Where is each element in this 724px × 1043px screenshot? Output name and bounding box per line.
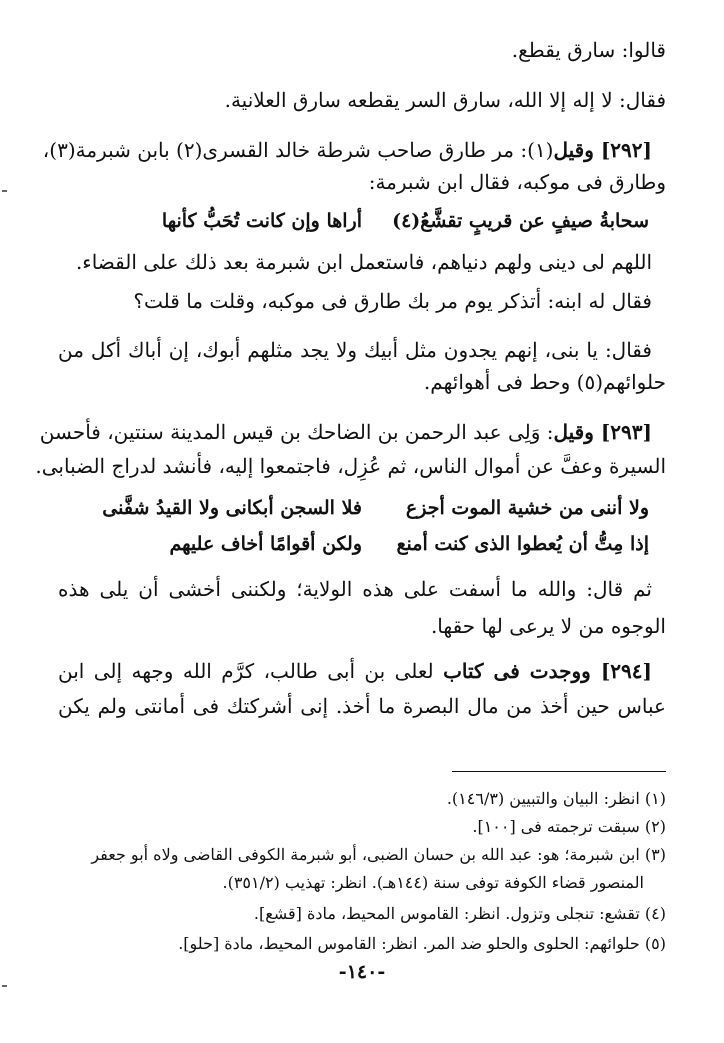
body-line: فقال: لا إله إلا الله، سارق السر يقطعه سارق العلانية.	[224, 88, 666, 112]
footnote-continuation: المنصور قضاء الكوفة توفى سنة (١٤٤هـ). انظر: تهذيب (٣٥١/٢).	[222, 873, 644, 892]
body-line: ثم قال: والله ما أسفت على هذه الولاية؛ ولكننى أخشى أن يلى هذه	[58, 577, 652, 601]
poem-hemistich-second: إذا مِتُّ أن يُعطوا الذى كنت أمنع	[396, 533, 649, 555]
footnote: (٤) تقشع: تنجلى وتزول. انظر: القاموس المحيط، مادة [قشع].	[253, 904, 666, 923]
body-line	[39, 418, 652, 446]
poem-hemistich-second: سحابةُ صيفٍ عن قريبٍ تقشَّعُ(٤)	[392, 210, 649, 232]
body-line: وطارق فى موكبه، فقال ابن شبرمة:	[368, 170, 666, 194]
section-lead: [٢٩٤] ووجدت فى كتاب	[443, 659, 652, 683]
scan-mark	[2, 190, 7, 192]
body-line: قالوا: سارق يقطع.	[511, 38, 666, 62]
poem-hemistich-second: ولا أننى من خشية الموت أجزع	[405, 497, 649, 519]
footnote: (٢) سبقت ترجمته فى [١٠٠].	[472, 817, 666, 836]
body-line: اللهم لى دينى ولهم دنياهم، فاستعمل ابن شبرمة بعد ذلك على القضاء.	[75, 250, 652, 274]
section-lead: [٢٩٢] وقيل	[553, 138, 652, 162]
body-line	[42, 136, 652, 164]
footnote: (١) انظر: البيان والتبيين (١٤٦/٣).	[446, 789, 666, 808]
section-lead: [٢٩٣] وقيل	[553, 420, 652, 444]
poem-hemistich-first: ولكن أقوامًا أخاف عليهم	[169, 533, 362, 555]
body-line	[58, 657, 652, 685]
body-line: حلوائهم(٥) وحط فى أهوائهم.	[423, 370, 666, 394]
body-text: (١): مر طارق صاحب شرطة خالد القسرى(٢) بابن شبرمة(٣)،	[42, 138, 554, 162]
body-line: فقال له ابنه: أتذكر يوم مر بك طارق فى موكبه، وقلت ما قلت؟	[133, 289, 652, 313]
footnote: (٣) ابن شبرمة؛ هو: عبد الله بن حسان الضبى، أبو شبرمة الكوفى القاضى ولاه أبو جعفر	[91, 845, 666, 864]
footnote-separator	[452, 771, 666, 772]
body-text: لعلى بن أبى طالب، كرَّم الله وجهه إلى ابن	[58, 659, 444, 683]
poem-hemistich-first: أراها وإن كانت تُحَبُّ كأنها	[161, 210, 362, 232]
body-text: : وَلِى عبد الرحمن بن الضاحك بن قيس المدينة سنتين، فأحسن	[39, 420, 554, 444]
body-line: الوجوه من لا يرعى لها حقها.	[430, 614, 666, 638]
page-number: -١٤٠-	[338, 961, 386, 983]
body-line: عباس حين أخذ من مال البصرة ما أخذ. إنى أشركتك فى أمانتى ولم يكن	[58, 694, 666, 718]
poem-hemistich-first: فلا السجن أبكانى ولا القيدُ شفَّنى	[102, 497, 362, 519]
footnote: (٥) حلوائهم: الحلوى والحلو ضد المر. انظر: القاموس المحيط، مادة [حلو].	[178, 934, 666, 953]
scan-mark	[2, 985, 7, 987]
body-line: فقال: يا بنى، إنهم يجدون مثل أبيك ولا يجد مثلهم أبوك، إن أباك أكل من	[58, 338, 652, 362]
body-line: السيرة وعفَّ عن أموال الناس، ثم عُزِل، فاجتمعوا إليه، فأنشد لدراج الضبابى.	[35, 454, 666, 478]
